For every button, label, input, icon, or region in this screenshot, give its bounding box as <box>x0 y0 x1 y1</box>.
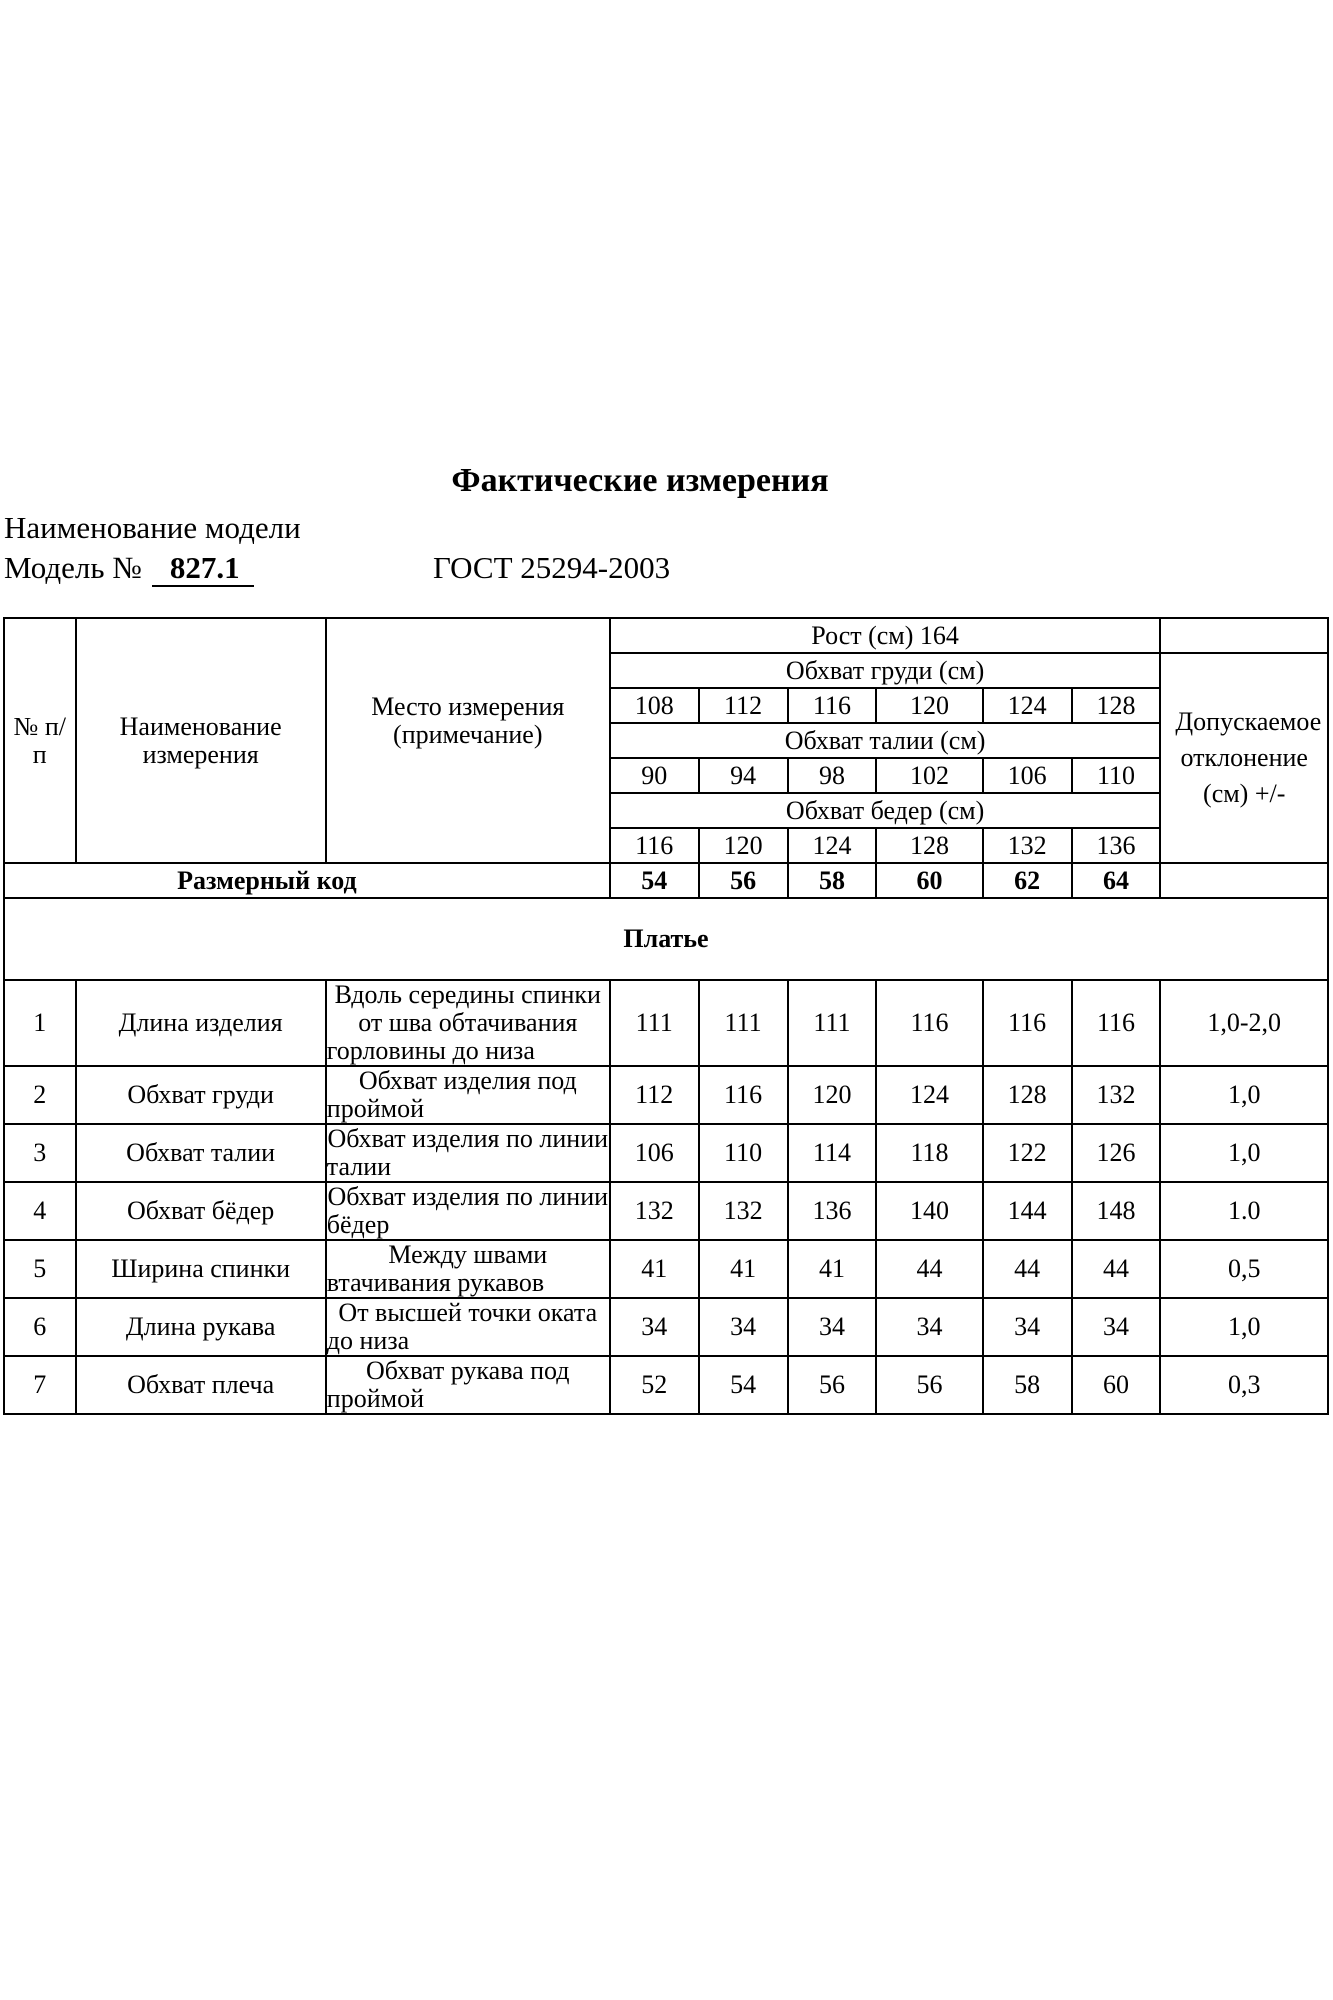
row-note: Между швами втачивания рукавов <box>326 1240 610 1298</box>
hips-value: 128 <box>876 828 982 863</box>
row-number: 7 <box>4 1356 76 1414</box>
chest-value: 116 <box>788 688 877 723</box>
gost-standard: ГОСТ 25294-2003 <box>433 550 671 585</box>
waist-value: 94 <box>699 758 788 793</box>
table-row <box>4 1240 1328 1298</box>
waist-value: 90 <box>610 758 699 793</box>
table-row <box>4 1066 1328 1124</box>
row-value: 116 <box>699 1066 788 1124</box>
size-code: 58 <box>788 863 877 898</box>
row-note: Вдоль середины спинки от шва обтачивания горловины до низа <box>326 980 610 1066</box>
header-height: Рост (см) 164 <box>610 618 1161 653</box>
hips-value: 132 <box>983 828 1072 863</box>
header-hips-label: Обхват бедер (см) <box>610 793 1161 828</box>
row-note: Обхват рукава под проймой <box>326 1356 610 1414</box>
row-value: 111 <box>699 980 788 1066</box>
row-tolerance: 1,0-2,0 <box>1160 980 1328 1066</box>
row-note: Обхват изделия под проймой <box>326 1066 610 1124</box>
row-value: 110 <box>699 1124 788 1182</box>
row-value: 41 <box>610 1240 699 1298</box>
row-value: 140 <box>876 1182 982 1240</box>
row-tolerance: 0,3 <box>1160 1356 1328 1414</box>
row-value: 34 <box>788 1298 877 1356</box>
table-row <box>4 1124 1328 1182</box>
row-value: 41 <box>788 1240 877 1298</box>
row-number: 4 <box>4 1182 76 1240</box>
row-value: 112 <box>610 1066 699 1124</box>
measurements-table <box>3 617 1329 1415</box>
waist-value: 98 <box>788 758 877 793</box>
row-value: 136 <box>788 1182 877 1240</box>
row-value: 60 <box>1072 1356 1161 1414</box>
model-name-label: Наименование модели <box>4 510 301 545</box>
hips-value: 136 <box>1072 828 1161 863</box>
row-tolerance: 0,5 <box>1160 1240 1328 1298</box>
row-tolerance: 1.0 <box>1160 1182 1328 1240</box>
header-num: № п/п <box>4 618 76 863</box>
size-code: 64 <box>1072 863 1161 898</box>
row-tolerance: 1,0 <box>1160 1124 1328 1182</box>
row-name: Ширина спинки <box>76 1240 326 1298</box>
header-chest-label: Обхват груди (см) <box>610 653 1161 688</box>
row-value: 124 <box>876 1066 982 1124</box>
hips-value: 116 <box>610 828 699 863</box>
row-number: 5 <box>4 1240 76 1298</box>
table-row <box>4 1182 1328 1240</box>
row-number: 3 <box>4 1124 76 1182</box>
row-name: Обхват талии <box>76 1124 326 1182</box>
header-place: Место измерения (примечание) <box>326 618 610 863</box>
size-code-row <box>4 863 1328 898</box>
row-number: 6 <box>4 1298 76 1356</box>
row-value: 116 <box>876 980 982 1066</box>
page-title: Фактические измерения <box>451 462 829 499</box>
row-value: 132 <box>610 1182 699 1240</box>
row-value: 56 <box>876 1356 982 1414</box>
size-code: 56 <box>699 863 788 898</box>
row-tolerance: 1,0 <box>1160 1298 1328 1356</box>
chest-value: 112 <box>699 688 788 723</box>
row-value: 111 <box>610 980 699 1066</box>
row-name: Обхват груди <box>76 1066 326 1124</box>
row-name: Длина рукава <box>76 1298 326 1356</box>
chest-value: 124 <box>983 688 1072 723</box>
table-row <box>4 980 1328 1066</box>
waist-value: 106 <box>983 758 1072 793</box>
row-tolerance: 1,0 <box>1160 1066 1328 1124</box>
row-number: 1 <box>4 980 76 1066</box>
row-value: 148 <box>1072 1182 1161 1240</box>
row-value: 54 <box>699 1356 788 1414</box>
section-row <box>4 898 1328 980</box>
chest-value: 128 <box>1072 688 1161 723</box>
model-line <box>4 550 254 587</box>
table-row <box>4 1356 1328 1414</box>
hips-value: 120 <box>699 828 788 863</box>
row-value: 34 <box>876 1298 982 1356</box>
row-name: Обхват бёдер <box>76 1182 326 1240</box>
model-number: 827.1 <box>152 551 254 587</box>
row-value: 52 <box>610 1356 699 1414</box>
row-value: 44 <box>983 1240 1072 1298</box>
size-code: 54 <box>610 863 699 898</box>
size-code-blank <box>1160 863 1328 898</box>
header-row-height <box>4 618 1328 653</box>
chest-value: 108 <box>610 688 699 723</box>
row-name: Обхват плеча <box>76 1356 326 1414</box>
row-value: 34 <box>699 1298 788 1356</box>
size-code: 60 <box>876 863 982 898</box>
row-value: 44 <box>876 1240 982 1298</box>
row-value: 118 <box>876 1124 982 1182</box>
hips-value: 124 <box>788 828 877 863</box>
waist-value: 102 <box>876 758 982 793</box>
header-blank <box>1160 618 1328 653</box>
row-note: Обхват изделия по линии бёдер <box>326 1182 609 1239</box>
row-note: От высшей точки оката до низа <box>326 1298 610 1356</box>
size-code: 62 <box>983 863 1072 898</box>
row-value: 114 <box>788 1124 877 1182</box>
row-value: 44 <box>1072 1240 1161 1298</box>
row-value: 34 <box>1072 1298 1161 1356</box>
row-value: 116 <box>983 980 1072 1066</box>
row-value: 132 <box>699 1182 788 1240</box>
model-label: Модель № <box>4 550 142 585</box>
row-value: 111 <box>788 980 877 1066</box>
row-value: 132 <box>1072 1066 1161 1124</box>
waist-value: 110 <box>1072 758 1161 793</box>
header-tolerance: Допускаемое отклонение (см) +/- <box>1160 653 1328 863</box>
row-value: 120 <box>788 1066 877 1124</box>
row-value: 34 <box>983 1298 1072 1356</box>
row-value: 122 <box>983 1124 1072 1182</box>
chest-value: 120 <box>876 688 982 723</box>
size-code-label: Размерный код <box>4 863 610 898</box>
row-value: 56 <box>788 1356 877 1414</box>
row-name: Длина изделия <box>76 980 326 1066</box>
row-value: 126 <box>1072 1124 1161 1182</box>
header-name: Наименование измерения <box>76 618 326 863</box>
header-waist-label: Обхват талии (см) <box>610 723 1161 758</box>
row-value: 144 <box>983 1182 1072 1240</box>
row-note: Обхват изделия по линии талии <box>326 1124 609 1181</box>
section-title: Платье <box>4 898 1328 980</box>
row-value: 58 <box>983 1356 1072 1414</box>
row-value: 41 <box>699 1240 788 1298</box>
row-value: 128 <box>983 1066 1072 1124</box>
row-value: 34 <box>610 1298 699 1356</box>
row-number: 2 <box>4 1066 76 1124</box>
row-value: 116 <box>1072 980 1161 1066</box>
row-value: 106 <box>610 1124 699 1182</box>
table-row <box>4 1298 1328 1356</box>
